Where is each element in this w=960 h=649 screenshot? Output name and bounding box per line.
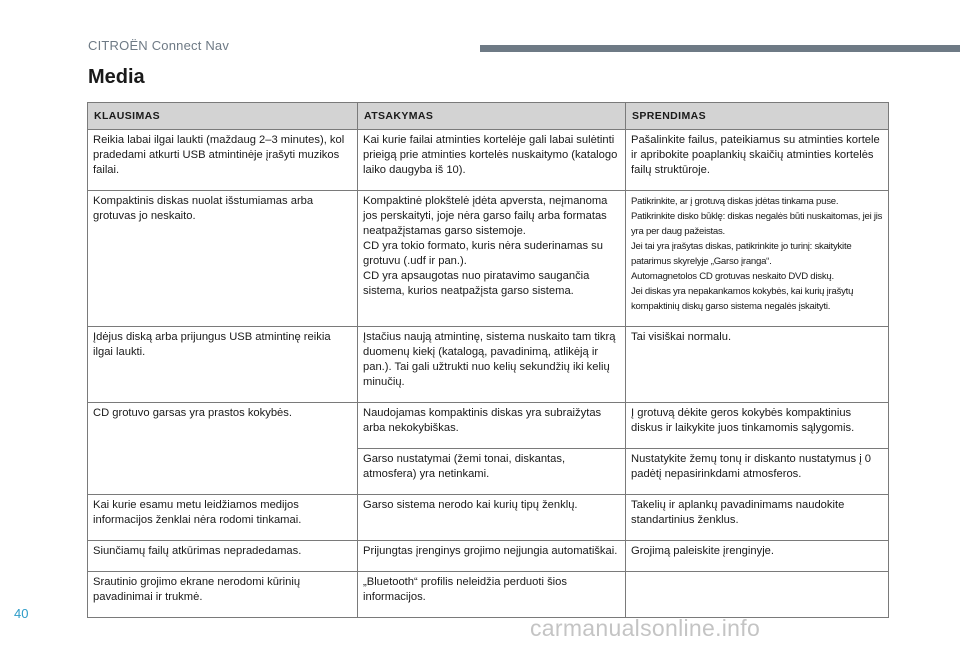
troubleshooting-table bbox=[87, 102, 889, 618]
answer-cell: Prijungtas įrenginys grojimo neįjungia automatiškai. bbox=[358, 541, 626, 572]
solution-cell: Grojimą paleiskite įrenginyje. bbox=[626, 541, 889, 572]
header-bar bbox=[480, 45, 960, 52]
solution-cell: Nustatykite žemų tonų ir diskanto nustatymus į 0 padėtį nepasirinkdami atmosferos. bbox=[626, 449, 889, 495]
solution-cell: Tai visiškai normalu. bbox=[626, 327, 889, 403]
solution-cell: Patikrinkite, ar į grotuvą diskas įdėtas tinkama puse. Patikrinkite disko būklę: diskas negalės būti nuskaitomas, jei jis yra per daug pažeistas. Jei tai yra įrašytas diskas, patikrinkite jo turinį: skaitykite patarimus skyrelyje „Garso įranga“. Automagnetolos CD grotuvas neskaito DVD diskų. Jei diskas yra nepakankamos kokybės, kai kurių įrašytų kompaktinių diskų garso sistema negalės įskaityti. bbox=[626, 191, 889, 327]
question-cell: CD grotuvo garsas yra prastos kokybės. bbox=[88, 403, 358, 495]
header-brand: CITROËN Connect Nav bbox=[88, 38, 230, 53]
answer-cell: Kai kurie failai atminties kortelėje gali labai sulėtinti prieigą prie atminties kortelės nuskaitymo (katalogo laiko daugyba iš 10). bbox=[358, 130, 626, 191]
question-cell: Reikia labai ilgai laukti (maždaug 2–3 minutes), kol pradedami atkurti USB atmintinėje įrašyti muzikos failai. bbox=[88, 130, 358, 191]
table-row bbox=[88, 403, 889, 449]
answer-cell: Kompaktinė plokštelė įdėta apversta, neįmanoma jos perskaityti, joje nėra garso failų arba formatas neatpažįstamas garso sistemoje. CD yra tokio formato, kuris nėra suderinamas su grotuvu (.udf ir pan.). CD yra apsaugotas nuo piratavimo saugančia sistema, kurios neatpažįsta garso sistema. bbox=[358, 191, 626, 327]
answer-cell: Naudojamas kompaktinis diskas yra subraižytas arba nekokybiškas. bbox=[358, 403, 626, 449]
column-header-answer: ATSAKYMAS bbox=[358, 103, 626, 130]
answer-cell: Garso nustatymai (žemi tonai, diskantas, atmosfera) yra netinkami. bbox=[358, 449, 626, 495]
answer-cell: „Bluetooth“ profilis neleidžia perduoti šios informacijos. bbox=[358, 572, 626, 618]
column-header-solution: SPRENDIMAS bbox=[626, 103, 889, 130]
column-header-question: KLAUSIMAS bbox=[88, 103, 358, 130]
table-row bbox=[88, 191, 889, 327]
table-row bbox=[88, 541, 889, 572]
answer-cell: Įstačius naują atmintinę, sistema nuskaito tam tikrą duomenų kiekį (katalogą, pavadinimą, atlikėją ir pan.). Tai gali užtrukti nuo kelių sekundžių iki kelių minučių. bbox=[358, 327, 626, 403]
page-title: Media bbox=[88, 66, 145, 88]
question-cell: Srautinio grojimo ekrane nerodomi kūrinių pavadinimai ir trukmė. bbox=[88, 572, 358, 618]
solution-cell: Pašalinkite failus, pateikiamus su atminties kortele ir apribokite poaplankių skaičių atminties kortelės failų struktūroje. bbox=[626, 130, 889, 191]
solution-cell: Į grotuvą dėkite geros kokybės kompaktinius diskus ir laikykite juos tinkamomis sąlygomis. bbox=[626, 403, 889, 449]
table-row bbox=[88, 130, 889, 191]
answer-cell: Garso sistema nerodo kai kurių tipų ženklų. bbox=[358, 495, 626, 541]
solution-cell: Takelių ir aplankų pavadinimams naudokite standartinius ženklus. bbox=[626, 495, 889, 541]
table-row bbox=[88, 572, 889, 618]
table-header-row bbox=[88, 103, 889, 130]
question-cell: Įdėjus diską arba prijungus USB atmintinę reikia ilgai laukti. bbox=[88, 327, 358, 403]
table-row bbox=[88, 327, 889, 403]
question-cell: Siunčiamų failų atkūrimas nepradedamas. bbox=[88, 541, 358, 572]
table-row bbox=[88, 495, 889, 541]
watermark: carmanualsonline.info bbox=[530, 615, 761, 641]
question-cell: Kai kurie esamu metu leidžiamos medijos informacijos ženklai nėra rodomi tinkamai. bbox=[88, 495, 358, 541]
page-number: 40 bbox=[14, 606, 29, 621]
question-cell: Kompaktinis diskas nuolat išstumiamas arba grotuvas jo neskaito. bbox=[88, 191, 358, 327]
solution-cell bbox=[626, 572, 889, 618]
